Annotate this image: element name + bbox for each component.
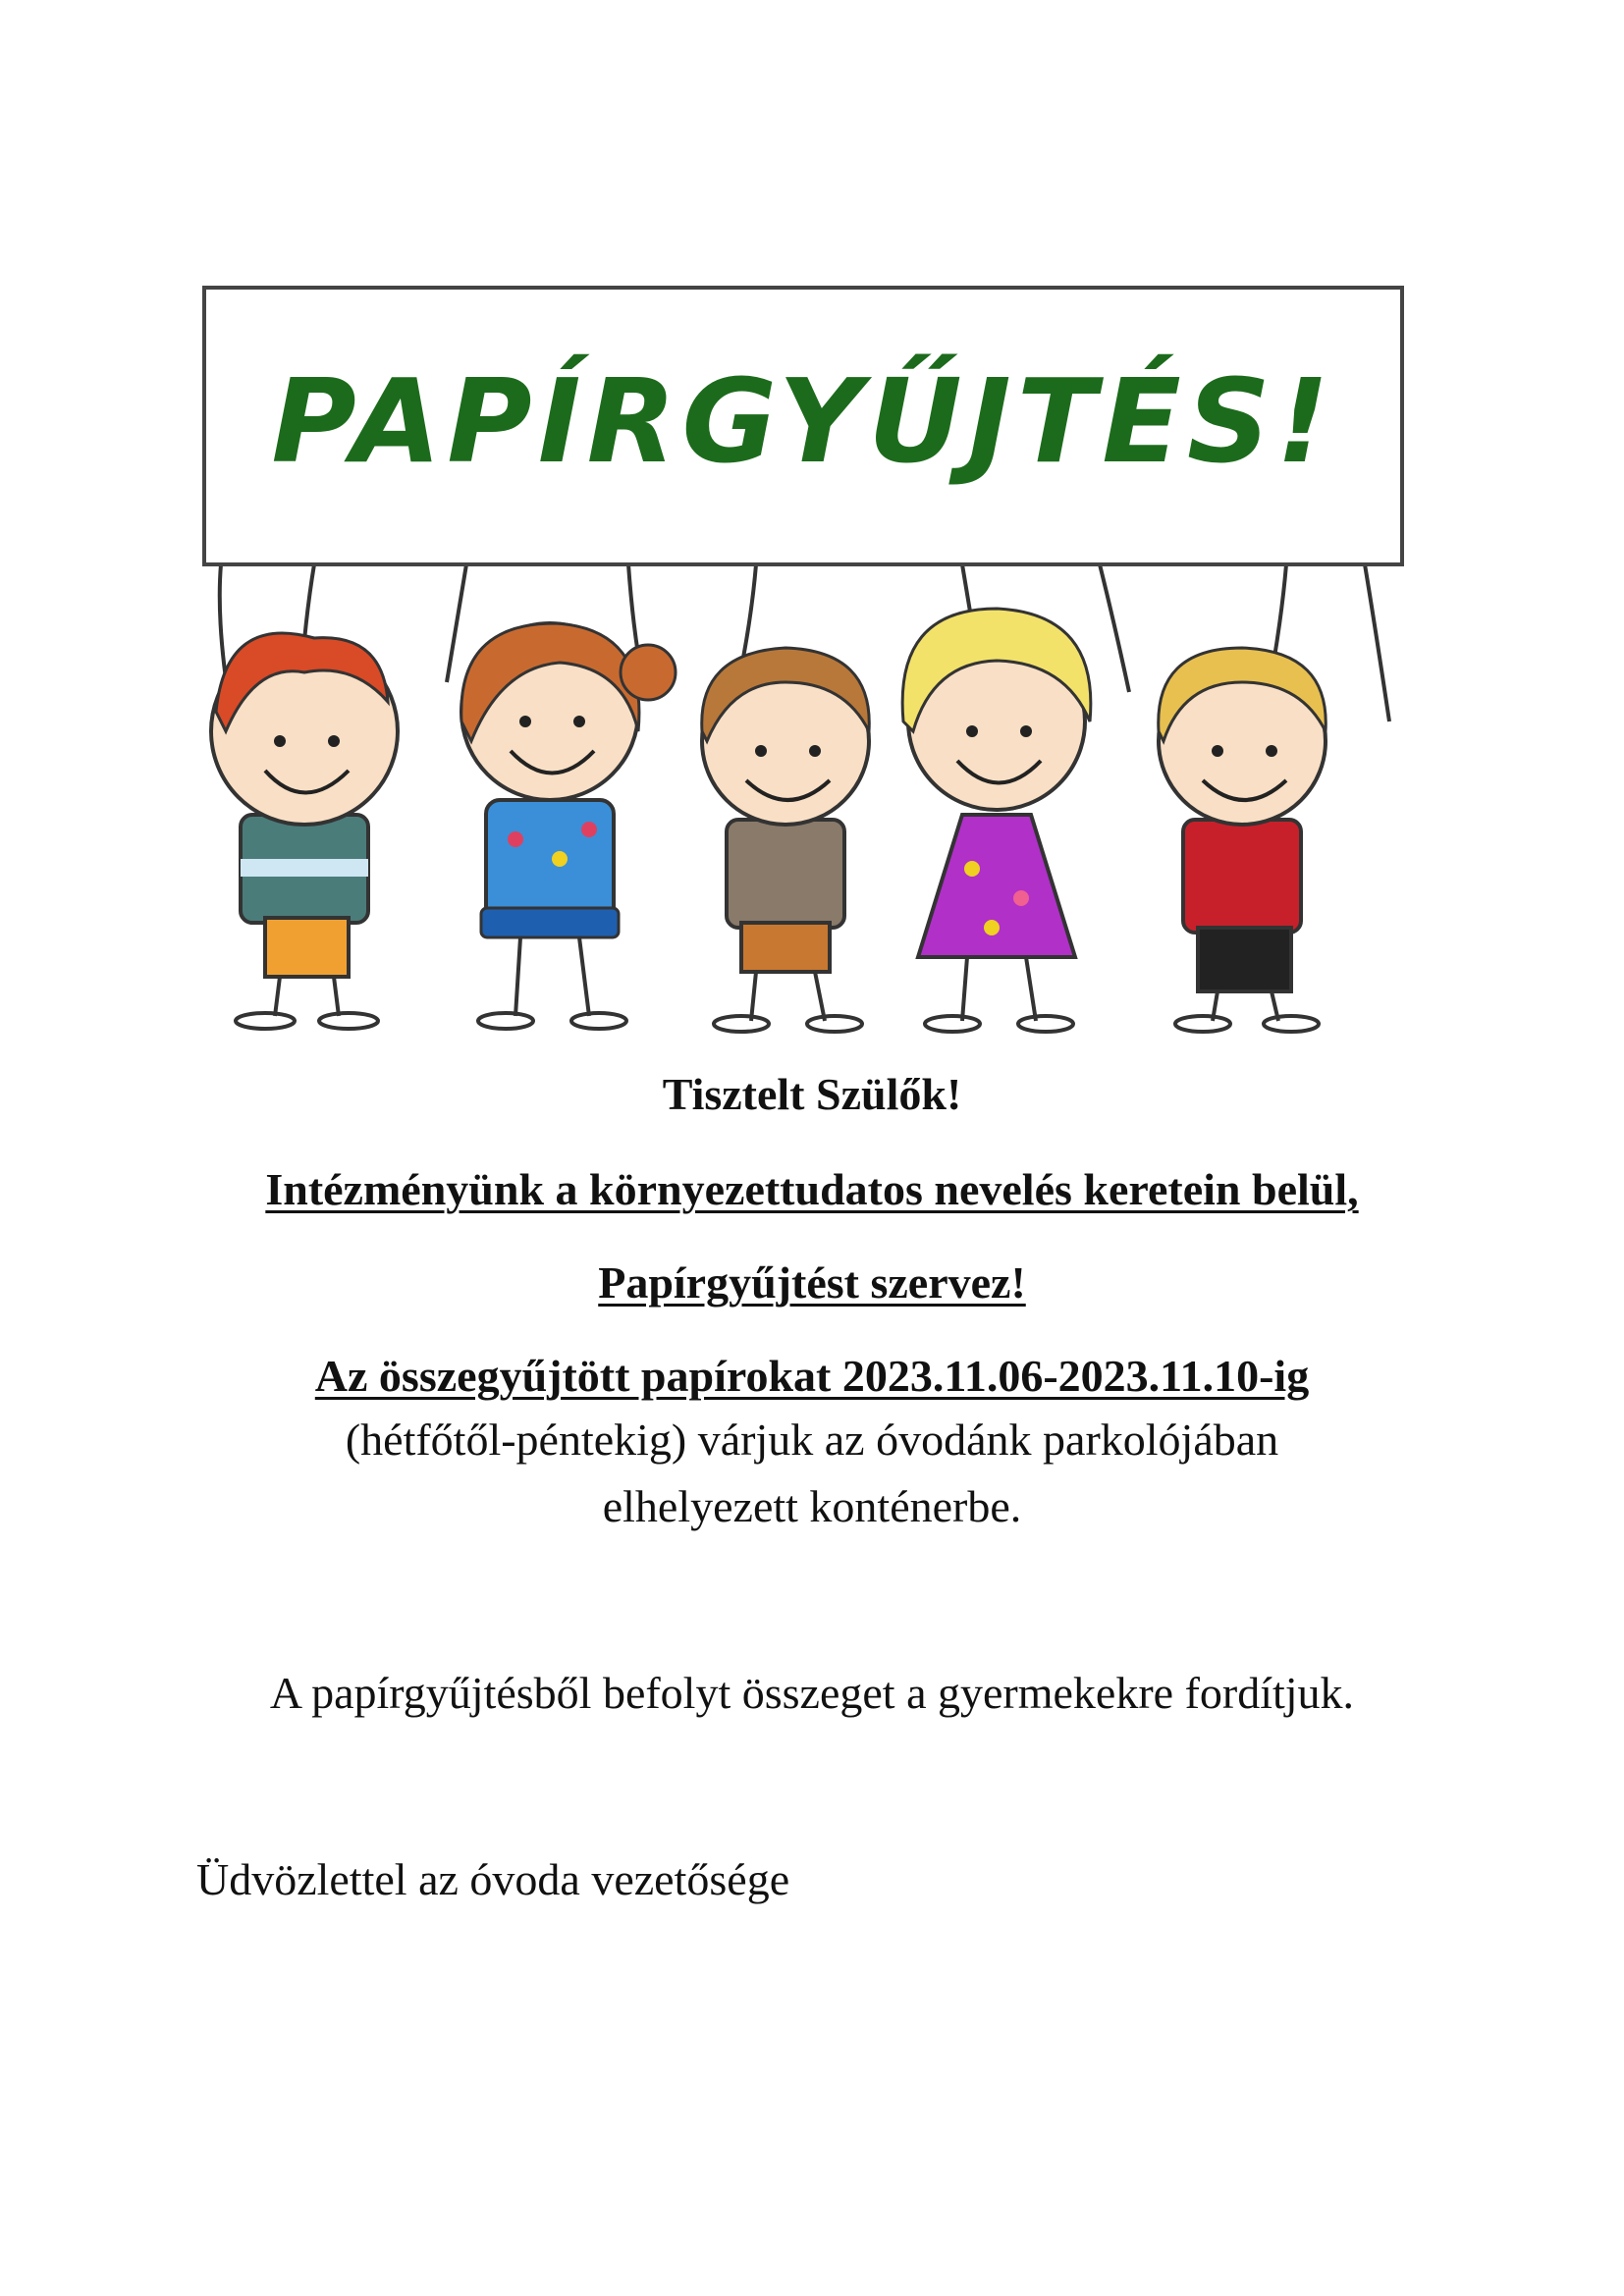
notice-line-5: elhelyezett konténerbe.: [602, 1481, 1022, 1531]
signature: Üdvözlettel az óvoda vezetősége: [196, 1854, 790, 1904]
notice-line-dates: Az összegyűjtött papírokat 2023.11.06-2023.11.10-ig: [314, 1351, 1310, 1401]
notice-line-1: Intézményünk a környezettudatos nevelés keretein belül,: [265, 1164, 1359, 1214]
notice-line-6: A papírgyűjtésből befolyt összeget a gyermekekre fordítjuk.: [269, 1668, 1355, 1718]
papirgyujtes-banner: [187, 270, 1463, 1036]
kid-1-illustration: [211, 633, 398, 1029]
banner-title: PAPÍRGYŰJTÉS!: [271, 353, 1335, 489]
kid-5-illustration: [1159, 648, 1326, 1032]
kid-4-illustration: [902, 609, 1091, 1032]
notice-line-2: Papírgyűjtést szervez!: [598, 1257, 1026, 1308]
kid-2-illustration: [461, 623, 676, 1029]
kid-3-illustration: [702, 648, 870, 1032]
notice-line-4: (hétfőtől-péntekig) várjuk az óvodánk parkolójában: [345, 1415, 1279, 1465]
greeting-heading: Tisztelt Szülők!: [662, 1069, 962, 1119]
